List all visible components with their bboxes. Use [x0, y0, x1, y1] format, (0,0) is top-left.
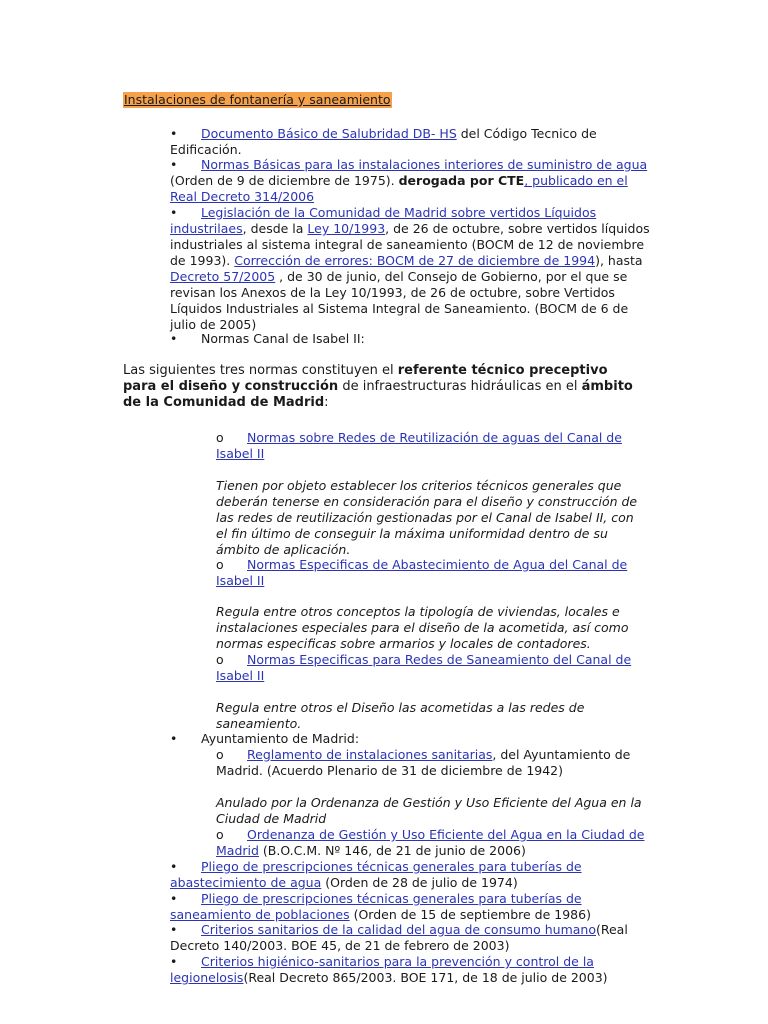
link-pliego-abastecimiento[interactable]: Pliego de prescripciones técnicas generales para tuberías de abastecimiento de agua — [170, 859, 582, 890]
link-saneamiento[interactable]: Normas Especificas para Redes de Saneamiento del Canal de Isabel II — [216, 652, 632, 683]
bullet: • — [170, 859, 178, 874]
link-normas-basicas[interactable]: Normas Básicas para las instalaciones interiores de suministro de agua — [201, 157, 648, 172]
bullet: • — [170, 891, 178, 906]
link-ordenanza-agua[interactable]: Ordenanza de Gestión y Uso Eficiente del Agua en la Ciudad de Madrid — [216, 827, 645, 858]
list-item: • Legislación de la Comunidad de Madrid sobre vertidos Líquidos industrilaes, desde la Ley 10/1993, de 26 de octubre, sobre vertidos líquidos industriales al sistema integral de saneamiento (BOCM de 12 de noviembre de 1993). Corrección de errores: BOCM de 27 de diciembre de 1994), hasta Decreto 57/2005 , de 30 de junio, del Consejo de Gobierno, por el que se revisan los Anexos de la Ley 10/1993, de 26 de octubre, sobre Vertidos Líquidos Industriales al Sistema Integral de Saneamiento. (BOCM de 6 de julio de 2005) — [170, 205, 650, 332]
link-reglamento-sanitarias[interactable]: Reglamento de instalaciones sanitarias — [247, 747, 493, 762]
list-item: • Normas Canal de Isabel II: — [170, 331, 365, 346]
intro-paragraph: Las siguientes tres normas constituyen el referente técnico preceptivo para el diseño y construcción de infraestructuras hidráulicas en el ámbito de la Comunidad de Madrid: — [123, 363, 633, 410]
link-legislacion-cm[interactable]: Legislación de la Comunidad de Madrid sobre vertidos Líquidos industrilaes — [170, 205, 597, 236]
link-rd-314-2006[interactable]: , publicado en el Real Decreto 314/2006 — [170, 173, 628, 204]
link-criterios-calidad[interactable]: Criterios sanitarios de la calidad del agua de consumo humano — [201, 922, 596, 937]
list-item: • Pliego de prescripciones técnicas generales para tuberías de saneamiento de poblaciones (Orden de 15 de septiembre de 1986) — [170, 891, 591, 922]
bullet: • — [170, 731, 178, 746]
sub-bullet: o — [216, 557, 224, 572]
item-description: Anulado por la Ordenanza de Gestión y Uso Eficiente del Agua en la Ciudad de Madrid — [216, 795, 642, 826]
bullet: • — [170, 126, 178, 141]
section-heading: Instalaciones de fontanería y saneamiento — [124, 92, 391, 107]
item-description: Tienen por objeto establecer los criterios técnicos generales que deberán tenerse en consideración para el diseño y construcción de las redes de reutilización gestionadas por el Canal de Isabel II, con el fin último de conseguir la máxima uniformidad dentro de su ámbito de aplicación. — [216, 478, 638, 557]
bullet: • — [170, 331, 178, 346]
link-decreto-57-2005[interactable]: Decreto 57/2005 — [170, 269, 276, 284]
bullet: • — [170, 954, 178, 969]
bullet: • — [170, 157, 178, 172]
sub-bullet: o — [216, 827, 224, 842]
sub-list-item — [216, 557, 648, 589]
sub-list-item — [216, 430, 648, 462]
item-description: Regula entre otros el Diseño las acometidas a las redes de saneamiento. — [216, 700, 585, 731]
bullet: • — [170, 922, 178, 937]
bullet: • — [170, 205, 178, 220]
sub-list-item: o Ordenanza de Gestión y Uso Eficiente del Agua en la Ciudad de Madrid (B.O.C.M. Nº 146, de 21 de junio de 2006) — [216, 827, 645, 858]
list-item: • Criterios sanitarios de la calidad del agua de consumo humano(Real Decreto 140/2003. BOE 45, de 21 de febrero de 2003) — [170, 922, 628, 953]
link-correccion-errores[interactable]: Corrección de errores: BOCM de 27 de diciembre de 1994 — [234, 253, 596, 268]
link-db-hs[interactable]: Documento Básico de Salubridad DB- HS — [201, 126, 457, 141]
sub-list-item: o Reglamento de instalaciones sanitarias, del Ayuntamiento de Madrid. (Acuerdo Plenario de 31 de diciembre de 1942) — [216, 747, 631, 778]
list-item: • Pliego de prescripciones técnicas generales para tuberías de abastecimiento de agua (Orden de 28 de julio de 1974) — [170, 859, 582, 890]
sub-list-item — [216, 652, 648, 684]
link-redes-reutilizacion[interactable]: Normas sobre Redes de Reutilización de aguas del Canal de Isabel II — [216, 430, 622, 461]
list-item: • Ayuntamiento de Madrid: — [170, 731, 360, 746]
list-item: • Documento Básico de Salubridad DB- HS del Código Tecnico de Edificación. — [170, 126, 597, 157]
item-description: Regula entre otros conceptos la tipología de viviendas, locales e instalaciones especiales para el diseño de la acometida, así como normas especificas sobre armarios y locales de contadores. — [216, 604, 629, 651]
link-ley-10-1993[interactable]: Ley 10/1993 — [307, 221, 386, 236]
list-item: • Normas Básicas para las instalaciones interiores de suministro de agua (Orden de 9 de diciembre de 1975). derogada por CTE, publicado en el Real Decreto 314/2006 — [170, 157, 648, 204]
link-legionelosis[interactable]: Criterios higiénico-sanitarios para la prevención y control de la legionelosis — [170, 954, 594, 985]
list-item: • Criterios higiénico-sanitarios para la prevención y control de la legionelosis(Real Decreto 865/2003. BOE 171, de 18 de julio de 2003) — [170, 954, 608, 985]
sub-bullet: o — [216, 652, 224, 667]
sub-bullet: o — [216, 747, 224, 762]
link-pliego-saneamiento[interactable]: Pliego de prescripciones técnicas generales para tuberías de saneamiento de poblaciones — [170, 891, 582, 922]
sub-bullet: o — [216, 430, 224, 445]
link-abastecimiento[interactable]: Normas Especificas de Abastecimiento de Agua del Canal de Isabel II — [216, 557, 628, 588]
